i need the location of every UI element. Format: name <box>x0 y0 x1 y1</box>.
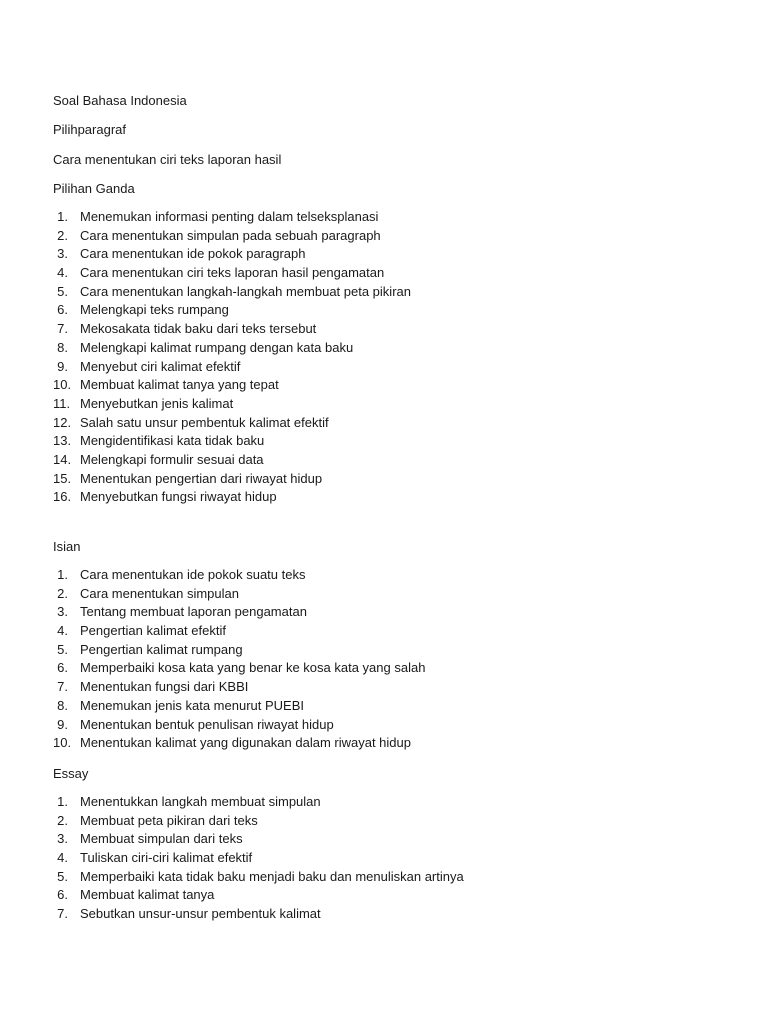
list-item-number: 16. <box>53 489 72 505</box>
list-item-number: 9. <box>57 716 68 732</box>
list-item-text: Membuat peta pikiran dari teks <box>80 812 258 828</box>
list-item <box>53 566 306 585</box>
list-item-number: 5. <box>57 283 68 299</box>
list-item-text: Menentukan kalimat yang digunakan dalam riwayat hidup <box>80 735 411 751</box>
list-item-number: 1. <box>57 567 68 582</box>
list-item <box>53 793 321 812</box>
list-item <box>53 585 239 604</box>
section-heading-essay: Essay <box>53 766 89 781</box>
list-item <box>53 245 306 264</box>
list-item-text: Sebutkan unsur-unsur pembentuk kalimat <box>80 906 321 922</box>
list-item-text: Cara menentukan simpulan pada sebuah paragraph <box>80 227 381 243</box>
section-heading-isian: Isian <box>53 539 81 554</box>
list-item-number: 8. <box>57 697 68 713</box>
list-item-number: 1. <box>57 794 68 809</box>
list-item-text: Salah satu unsur pembentuk kalimat efektif <box>80 414 329 430</box>
list-item-number: 2. <box>57 812 68 828</box>
list-item-number: 7. <box>57 321 68 337</box>
list-item-text: Tentang membuat laporan pengamatan <box>80 604 307 620</box>
list-item <box>53 451 264 470</box>
list-item-number: 10. <box>53 377 72 393</box>
list-item <box>53 659 426 678</box>
list-item <box>53 716 334 735</box>
list-item-text: Cara menentukan langkah-langkah membuat peta pikiran <box>80 283 411 299</box>
list-item <box>53 339 354 358</box>
list-item-number: 10. <box>53 735 72 751</box>
list-item-text: Membuat simpulan dari teks <box>80 831 243 847</box>
list-item-number: 14. <box>53 451 72 467</box>
list-item <box>53 886 215 905</box>
list-item <box>53 470 323 489</box>
list-item-number: 3. <box>57 831 68 847</box>
list-item <box>53 603 307 622</box>
list-item <box>53 414 329 433</box>
list-item-number: 4. <box>57 623 68 639</box>
list-item-number: 7. <box>57 679 68 695</box>
list-item-text: Menyebutkan jenis kalimat <box>80 395 234 411</box>
list-item-text: Menentukkan langkah membuat simpulan <box>80 794 321 809</box>
list-item <box>53 320 317 339</box>
section-heading-pilihan-ganda: Pilihan Ganda <box>53 181 135 196</box>
list-item-number: 13. <box>53 433 72 449</box>
list-item-text: Membuat kalimat tanya yang tepat <box>80 377 279 393</box>
list-item-text: Pengertian kalimat efektif <box>80 623 226 639</box>
list-item-text: Menentukan pengertian dari riwayat hidup <box>80 470 323 486</box>
list-item <box>53 622 226 641</box>
list-item-text: Mengidentifikasi kata tidak baku <box>80 433 265 449</box>
list-item-number: 1. <box>57 209 68 224</box>
list-item <box>53 849 253 868</box>
list-item <box>53 641 243 660</box>
list-item <box>53 264 385 283</box>
list-item-text: Tuliskan ciri-ciri kalimat efektif <box>80 850 253 866</box>
list-item <box>53 697 304 716</box>
list-item-text: Melengkapi teks rumpang <box>80 302 229 318</box>
list-item-number: 11. <box>53 395 71 411</box>
list-item-text: Cara menentukan ciri teks laporan hasil pengamatan <box>80 265 385 281</box>
list-item-text: Menyebut ciri kalimat efektif <box>80 358 241 374</box>
list-item <box>53 208 379 227</box>
list-item <box>53 734 411 753</box>
list-item-number: 6. <box>57 660 68 676</box>
list-item-number: 5. <box>57 641 68 657</box>
list-item <box>53 868 464 887</box>
list-item-text: Melengkapi kalimat rumpang dengan kata baku <box>80 339 354 355</box>
list-item-number: 4. <box>57 850 68 866</box>
list-item-number: 6. <box>57 302 68 318</box>
list-item-text: Menentukan fungsi dari KBBI <box>80 679 249 695</box>
document-topic: Cara menentukan ciri teks laporan hasil <box>53 152 282 167</box>
list-item-text: Menentukan bentuk penulisan riwayat hidup <box>80 716 334 732</box>
list-item-text: Cara menentukan simpulan <box>80 585 239 601</box>
list-item-number: 4. <box>57 265 68 281</box>
isian-list <box>53 566 426 753</box>
list-item-number: 3. <box>57 246 68 262</box>
document-title: Soal Bahasa Indonesia <box>53 93 187 108</box>
list-item <box>53 432 265 451</box>
list-item <box>53 227 381 246</box>
list-item-text: Menemukan informasi penting dalam telseksplanasi <box>80 209 379 224</box>
list-item-text: Memperbaiki kata tidak baku menjadi baku dan menuliskan artinya <box>80 868 464 884</box>
list-item-number: 5. <box>57 868 68 884</box>
list-item <box>53 488 277 507</box>
list-item-number: 6. <box>57 887 68 903</box>
list-item-text: Cara menentukan ide pokok suatu teks <box>80 567 306 582</box>
list-item <box>53 358 241 377</box>
document-subtitle: Pilihparagraf <box>53 122 126 137</box>
pilihan-ganda-list <box>53 208 411 507</box>
list-item <box>53 678 249 697</box>
list-item-text: Cara menentukan ide pokok paragraph <box>80 246 306 262</box>
list-item-number: 7. <box>57 906 68 922</box>
list-item-number: 2. <box>57 585 68 601</box>
list-item <box>53 830 243 849</box>
list-item-text: Mekosakata tidak baku dari teks tersebut <box>80 321 317 337</box>
list-item-number: 2. <box>57 227 68 243</box>
list-item-text: Memperbaiki kosa kata yang benar ke kosa kata yang salah <box>80 660 426 676</box>
list-item-text: Melengkapi formulir sesuai data <box>80 451 264 467</box>
list-item <box>53 812 258 831</box>
list-item-number: 8. <box>57 339 68 355</box>
list-item-text: Pengertian kalimat rumpang <box>80 641 243 657</box>
list-item <box>53 395 234 414</box>
list-item <box>53 376 279 395</box>
list-item <box>53 905 321 924</box>
list-item-number: 3. <box>57 604 68 620</box>
list-item <box>53 301 229 320</box>
list-item-text: Menyebutkan fungsi riwayat hidup <box>80 489 277 505</box>
essay-list <box>53 793 464 924</box>
list-item <box>53 283 411 302</box>
list-item-text: Menemukan jenis kata menurut PUEBI <box>80 697 304 713</box>
list-item-number: 12. <box>53 414 72 430</box>
list-item-text: Membuat kalimat tanya <box>80 887 215 903</box>
list-item-number: 9. <box>57 358 68 374</box>
list-item-number: 15. <box>53 470 72 486</box>
